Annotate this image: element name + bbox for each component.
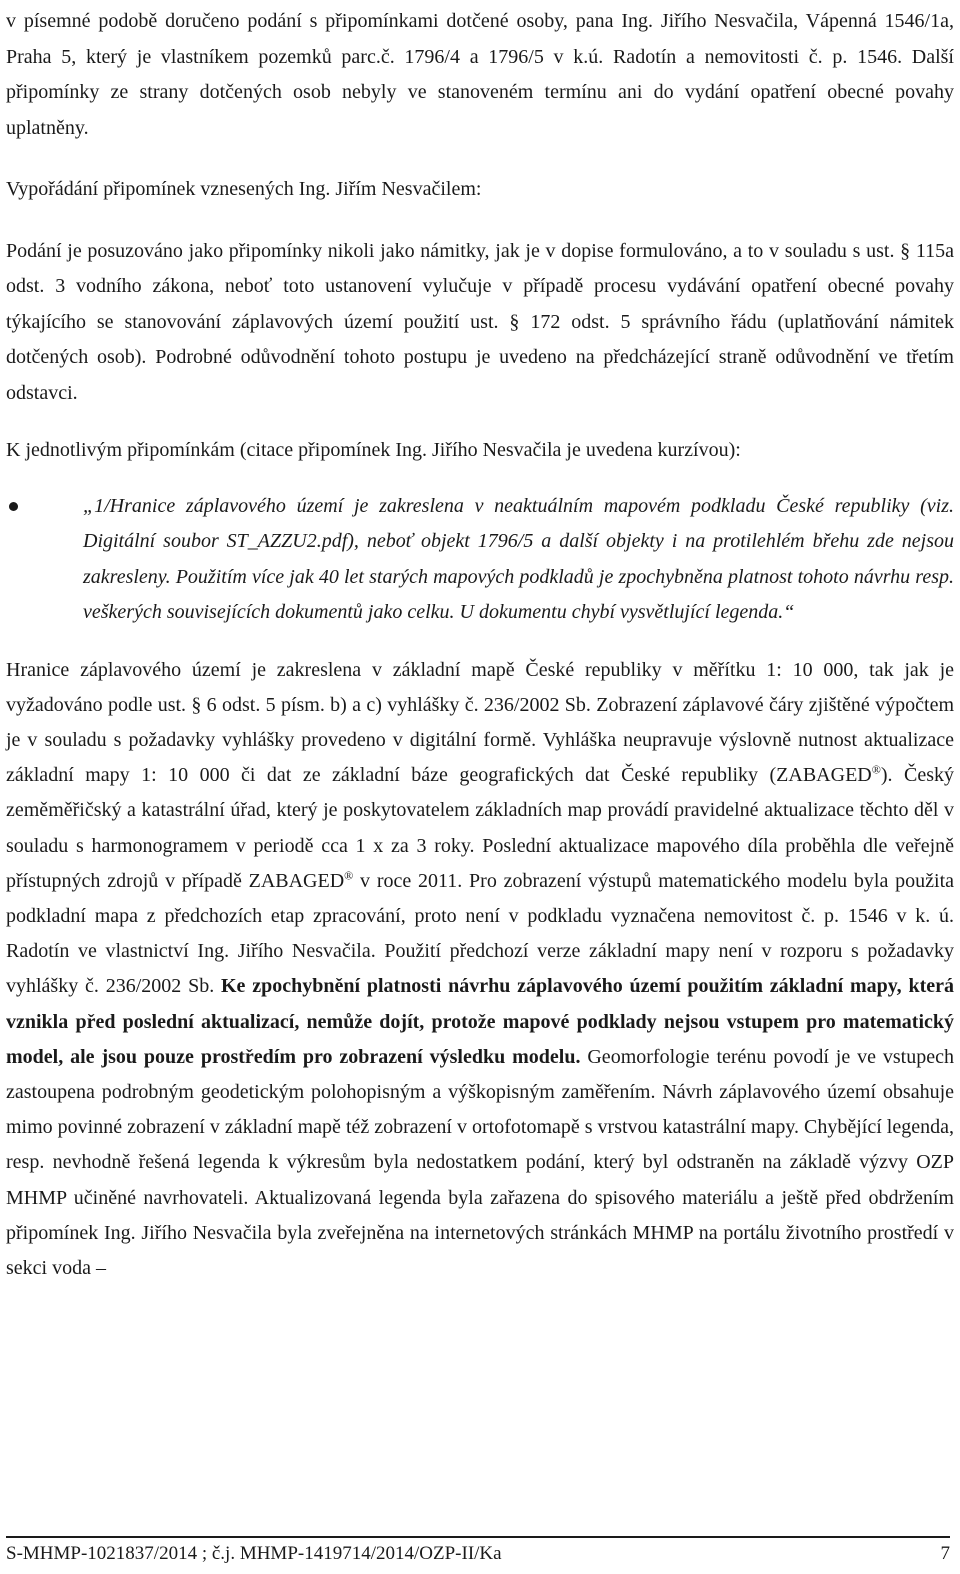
document-page: [6, 0, 954, 1286]
response-bold-statement: Ke zpochybnění platnosti návrhu záplavového území použitím základní mapy, která vznikla před poslední aktualizací, nemůže dojít, protože mapové podklady nejsou vstupem pro matematický model, ale jsou pouze prostředím pro zobrazení výsledku modelu.: [6, 975, 954, 1068]
response-text-d: Geomorfologie terénu povodí je ve vstupech zastoupena podrobným geodetickým polohopisným a výškopisným zaměřením. Návrh záplavového území obsahuje mimo povinné zobrazení v základní mapě též zobrazení v ortofotomapě s vrstvou katastrální mapy. Chybějící legenda, resp. nevhodně řešená legenda k výkresům byla nedostatkem podání, který byl odstraněn na základě výzvy OZP MHMP učiněné navrhovateli. Aktualizovaná legenda byla zařazena do spisového materiálu a ještě před obdržením připomínek Ing. Jiřího Nesvačila byla zveřejněna na internetových stránkách MHMP na portálu životního prostředí v sekci voda –: [6, 1045, 954, 1279]
document-reference: S-MHMP-1021837/2014 ; č.j. MHMP-1419714/2014/OZP-II/Ka: [6, 1543, 502, 1564]
response-text-b: ). Český zeměměřičský a katastrální úřad, který je poskytovatelem základních map provádí pravidelné aktualizace těchto děl v souladu s harmonogramem v periodě cca 1 x za 3 roky. Poslední aktualizace mapového díla proběhla dle veřejně přístupných zdrojů v případě ZABAGED: [6, 764, 954, 892]
registered-mark: ®: [344, 868, 354, 883]
bullet-icon: [9, 502, 18, 511]
section-heading: Vypořádání připomínek vznesených Ing. Jiřím Nesvačilem:: [6, 178, 482, 200]
response-text-c: v roce 2011. Pro zobrazení výstupů matematického modelu byla použita podkladní mapa z předchozích etap zpracování, proto není v podkladu vyznačena nemovitost č. p. 1546 v k. ú. Radotín ve vlastnictví Ing. Jiřího Nesvačila. Použití předchozí verze základní mapy není v rozporu s požadavky vyhlášky č. 236/2002 Sb.: [6, 869, 955, 998]
registered-mark: ®: [871, 762, 881, 777]
response-paragraph: [6, 653, 954, 1287]
bullet-list: [6, 489, 954, 631]
response-text-a: Hranice záplavového území je zakreslena v základní mapě České republiky v měřítku 1: 10 000, tak jak je vyžadováno podle ust. § 6 odst. 5 písm. b) a c) vyhlášky č. 236/2002 Sb. Zobrazení záplavové čáry zjištěné výpočtem je v souladu s požadavky vyhlášky provedeno v digitální formě. Vyhláška neupravuje výslovně nutnost aktualizace základní mapy 1: 10 000 či dat ze základní báze geografických dat České republiky (ZABAGED: [6, 658, 954, 787]
citation-note: K jednotlivým připomínkám (citace připomínek Ing. Jiřího Nesvačila je uvedena kurzívou):: [6, 439, 741, 461]
page-number: 7: [940, 1543, 950, 1564]
bullet-item-quote: „1/Hranice záplavového území je zakreslena v neaktuálním mapovém podkladu České republiky (viz. Digitální soubor ST_AZZU2.pdf), neboť objekt 1796/5 a další objekty i na protilehlém břehu zde nejsou zakresleny. Použitím více jak 40 let starých mapových podkladů je zpochybněna platnost tohoto návrhu resp. veškerých souvisejících dokumentů jako celku. U dokumentu chybí vysvětlující legenda.“: [83, 494, 954, 623]
intro-paragraph: v písemné podobě doručeno podání s připomínkami dotčené osoby, pana Ing. Jiřího Nesvačila, Vápenná 1546/1a, Praha 5, který je vlastníkem pozemků parc.č. 1796/4 a 1796/5 v k.ú. Radotín a nemovitosti č. p. 1546. Další připomínky ze strany dotčených osob nebyly ve stanoveném termínu ani do vydání opatření obecné povahy uplatněny.: [6, 10, 954, 139]
assessment-paragraph: Podání je posuzováno jako připomínky nikoli jako námitky, jak je v dopise formulováno, a to v souladu s ust. § 115a odst. 3 vodního zákona, neboť toto ustanovení vylučuje v případě procesu vydávání opatření obecné povahy týkajícího se stanovování záplavových území použití ust. § 172 odst. 5 správního řádu (uplatňování námitek dotčených osob). Podrobné odůvodnění tohoto postupu je uvedeno na předcházející straně odůvodnění ve třetím odstavci.: [6, 239, 954, 404]
page-footer: [6, 1536, 950, 1565]
